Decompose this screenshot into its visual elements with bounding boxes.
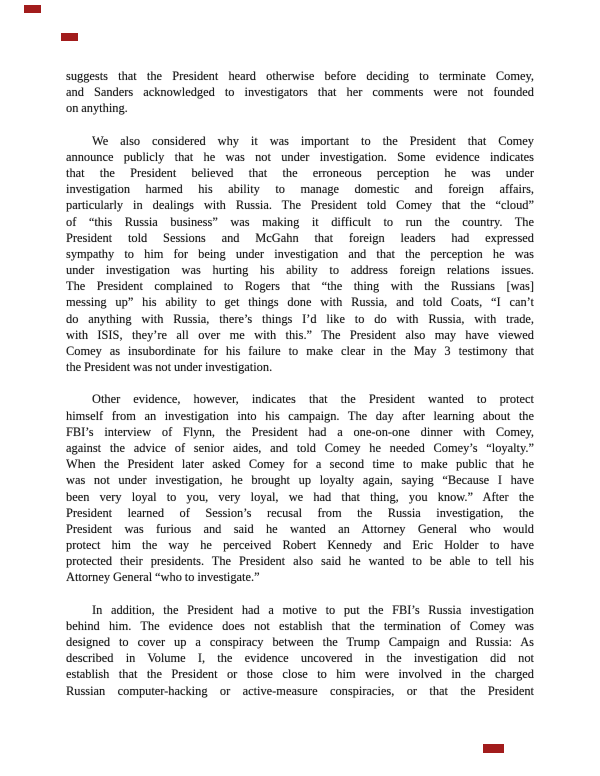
text-line: against the advice of senior aides, and told Comey he needed Comey’s “loyalty.” bbox=[66, 440, 534, 455]
text-line: described in Volume I, the evidence uncovered in the investigation did not bbox=[66, 651, 534, 666]
text-line: with ISIS, they’re all over me with this.” The President also may have viewed bbox=[66, 327, 534, 342]
paragraph bbox=[66, 68, 534, 117]
text-line: been very loyal to you, very loyal, we had that thing, you know.” After the bbox=[66, 489, 534, 504]
text-line: President was furious and said he wanted an Attorney General who would bbox=[66, 521, 534, 536]
text-line: Attorney General “who to investigate.” bbox=[66, 570, 260, 585]
text-line: Russian computer-hacking or active-measure conspiracies, or that the President bbox=[66, 683, 534, 698]
red-annotation-marker bbox=[483, 744, 504, 753]
text-line: President learned of Session’s recusal from the Russia investigation, the bbox=[66, 505, 534, 520]
text-line: the President was not under investigation. bbox=[66, 360, 273, 375]
text-block bbox=[66, 68, 534, 699]
text-line: announce publicly that he was not under investigation. Some evidence indicates bbox=[66, 149, 534, 164]
red-annotation-marker bbox=[61, 33, 78, 41]
text-line: The President complained to Rogers that “the thing with the Russians [was] bbox=[66, 279, 534, 294]
text-line: sympathy to him for being under investigation and that the perception he was bbox=[66, 246, 534, 261]
paragraph bbox=[66, 133, 534, 376]
paragraph bbox=[66, 602, 534, 699]
text-line: particularly in dealings with Russia. The President told Comey that the “cloud” bbox=[66, 198, 534, 213]
text-line: messing up” his ability to get things done with Russia, and told Coats, “I can’t bbox=[66, 295, 534, 310]
text-line: investigation harmed his ability to manage domestic and foreign affairs, bbox=[66, 182, 534, 197]
text-line: do anything with Russia, there’s things I’d like to do with Russia, with trade, bbox=[66, 311, 534, 326]
text-line: was not under investigation, he brought up loyalty again, saying “Because I have bbox=[66, 473, 534, 488]
text-line: and Sanders acknowledged to investigators that her comments were not founded bbox=[66, 85, 534, 100]
text-line: establish that the President or those close to him were involved in the charged bbox=[66, 667, 534, 682]
text-line: When the President later asked Comey for a second time to make public that he bbox=[66, 457, 534, 472]
text-line: President told Sessions and McGahn that foreign leaders had expressed bbox=[66, 230, 534, 245]
red-annotation-marker bbox=[24, 5, 41, 13]
text-line: that the President believed that the erroneous perception he was under bbox=[66, 165, 534, 180]
text-line: suggests that the President heard otherwise before deciding to terminate Comey, bbox=[66, 69, 534, 83]
paragraph bbox=[66, 391, 534, 585]
text-line: himself from an investigation into his campaign. The day after learning about the bbox=[66, 408, 534, 423]
text-line: under investigation was hurting his ability to address foreign relations issues. bbox=[66, 263, 534, 278]
text-line: Comey as insubordinate for his failure to make clear in the May 3 testimony that bbox=[66, 344, 534, 358]
text-line: In addition, the President had a motive to put the FBI’s Russia investigation bbox=[92, 602, 534, 617]
text-line: protected their presidents. The President also said he wanted to be able to tell his bbox=[66, 554, 534, 569]
text-line: of “this Russia business” was making it difficult to run the country. The bbox=[66, 214, 534, 229]
text-line: We also considered why it was important to the President that Comey bbox=[92, 133, 534, 148]
text-line: Other evidence, however, indicates that the President wanted to protect bbox=[92, 392, 534, 407]
text-line: behind him. The evidence does not establish that the termination of Comey was bbox=[66, 618, 534, 633]
text-line: protect him the way he perceived Robert Kennedy and Eric Holder to have bbox=[66, 538, 534, 553]
text-line: on anything. bbox=[66, 101, 128, 116]
text-line: designed to cover up a conspiracy between the Trump Campaign and Russia: As bbox=[66, 635, 534, 649]
text-line: FBI’s interview of Flynn, the President had a one-on-one dinner with Comey, bbox=[66, 424, 534, 439]
